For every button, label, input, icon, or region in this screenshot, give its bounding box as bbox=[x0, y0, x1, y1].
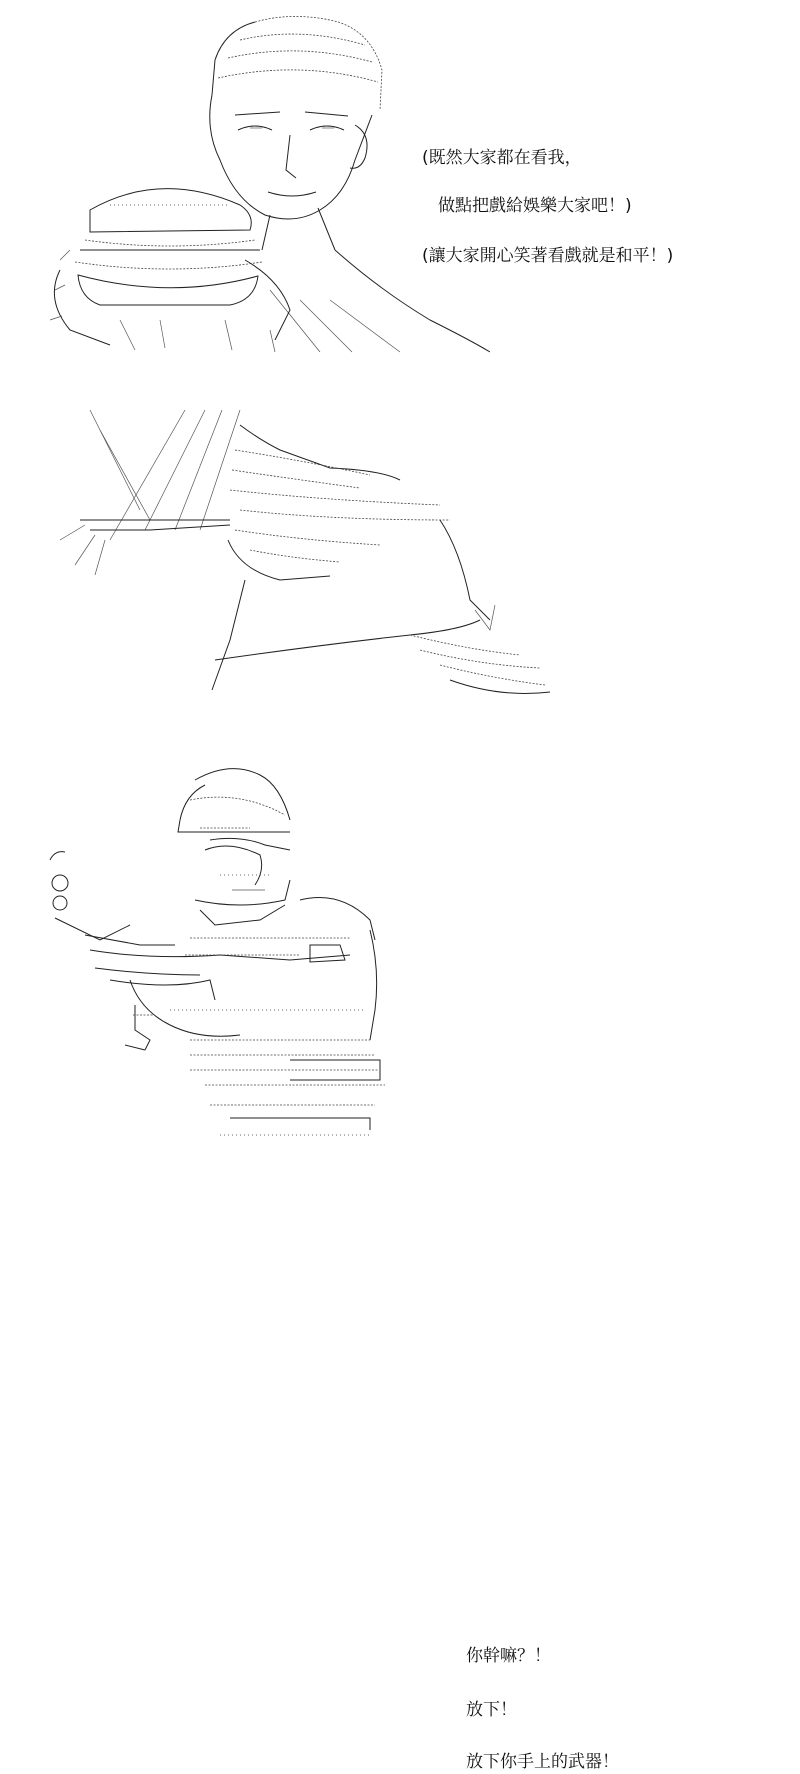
dialogue-line: (既然大家都在看我， bbox=[422, 148, 582, 168]
dialogue-line: 放下你手上的武器！ bbox=[466, 1752, 619, 1772]
panel-2 bbox=[0, 380, 800, 720]
dialogue-line: 你幹嘛？！ bbox=[466, 1646, 551, 1666]
dialogue-line: 做點把戲給娛樂大家吧！) bbox=[438, 196, 632, 216]
man-with-gun-art bbox=[0, 740, 800, 1200]
hand-throwing-art bbox=[0, 380, 800, 720]
panel-1 bbox=[0, 0, 800, 380]
dialogue-line: 放下！ bbox=[466, 1700, 517, 1720]
panel-3 bbox=[0, 740, 800, 1772]
dialogue-line: (讓大家開心笑著看戲就是和平！) bbox=[422, 246, 674, 266]
man-holding-burger-art bbox=[0, 0, 800, 380]
